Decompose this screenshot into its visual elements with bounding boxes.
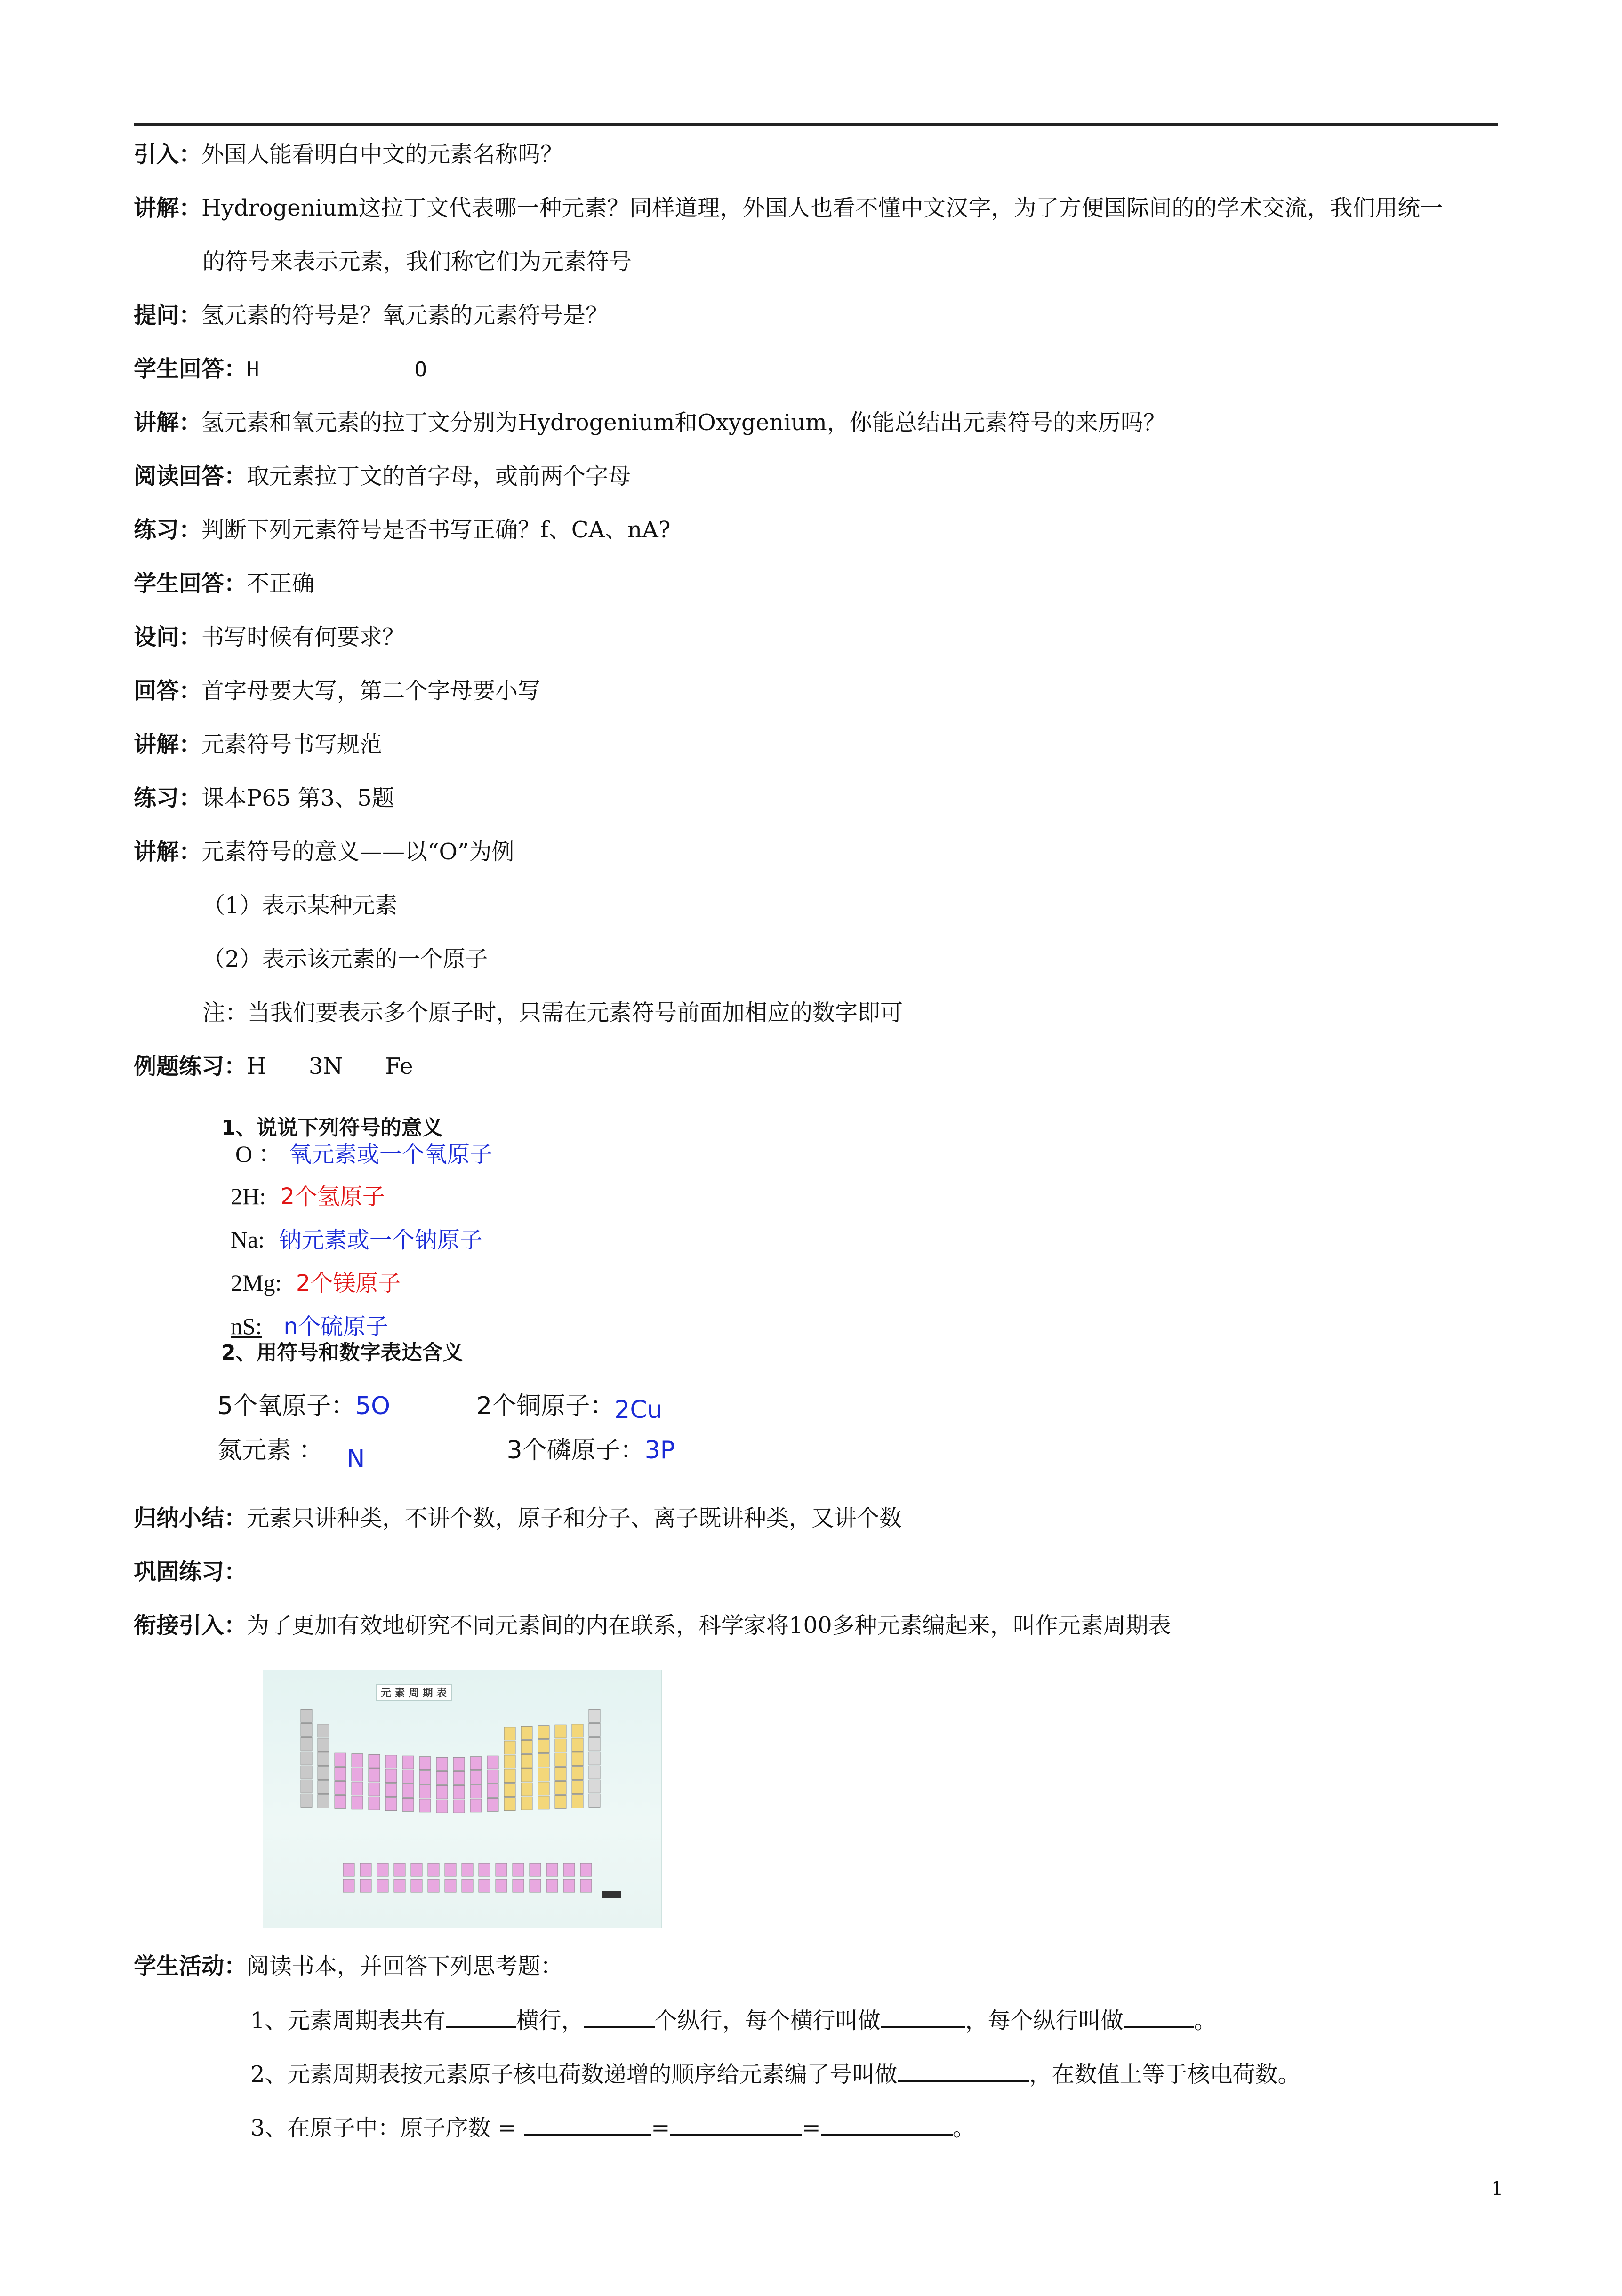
element-cell — [335, 1795, 346, 1808]
element-cell — [555, 1753, 566, 1766]
line-intro: 引入：外国人能看明白中文的元素名称吗？ — [134, 141, 563, 168]
element-cell — [419, 1771, 431, 1784]
blank-equal-1[interactable] — [524, 2113, 651, 2136]
element-cell — [504, 1741, 515, 1754]
element-cell — [369, 1783, 380, 1796]
element-cell — [301, 1752, 312, 1765]
element-cell — [301, 1766, 312, 1779]
element-cell — [487, 1798, 498, 1811]
element-cell — [369, 1754, 380, 1768]
blank-equal-2[interactable] — [670, 2113, 802, 2136]
element-cell — [563, 1863, 575, 1876]
element-cell — [513, 1863, 524, 1876]
element-cell — [538, 1726, 549, 1739]
element-cell — [335, 1781, 346, 1794]
element-cell — [555, 1739, 566, 1752]
question-2: 2、元素周期表按元素原子核电荷数递增的顺序给元素编了号叫做 ，在数值上等于核电荷数。 — [250, 2059, 1301, 2088]
question-1: 1、元素周期表共有 横行， 个纵行，每个横行叫做 ，每个纵行叫做 。 — [250, 2006, 1217, 2035]
element-cell — [546, 1863, 558, 1876]
element-cell — [572, 1781, 583, 1794]
element-cell — [572, 1795, 583, 1808]
element-cell — [318, 1724, 329, 1737]
element-cell — [538, 1782, 549, 1795]
element-cell — [352, 1782, 363, 1795]
element-cell — [411, 1879, 422, 1892]
line-explain-1-cont: 的符号来表示元素，我们称它们为元素符号 — [202, 248, 632, 275]
element-cell — [555, 1781, 566, 1794]
slide-question-1: 1、说说下列符号的意义 — [221, 1116, 443, 1140]
line-practice-2: 练习：课本P65 第3、5题 — [134, 785, 394, 811]
element-cell — [360, 1863, 371, 1876]
element-cell — [580, 1879, 592, 1892]
element-cell — [487, 1756, 498, 1769]
element-cell — [343, 1879, 354, 1892]
blank-equal-3[interactable] — [821, 2113, 953, 2136]
slide-answer-row-1: 5个氧原子：5O 2个铜原子：2Cu — [217, 1392, 663, 1424]
element-cell — [352, 1796, 363, 1809]
element-cell — [301, 1709, 312, 1722]
element-cell — [453, 1800, 465, 1813]
element-cell — [572, 1724, 583, 1737]
line-meaning-1: （1）表示某种元素 — [202, 892, 398, 919]
element-cell — [504, 1769, 515, 1783]
element-cell — [572, 1738, 583, 1752]
element-cell — [496, 1879, 507, 1892]
element-cell — [589, 1766, 600, 1779]
element-cell — [589, 1780, 600, 1793]
element-cell — [318, 1781, 329, 1794]
element-cell — [513, 1879, 524, 1892]
element-cell — [470, 1785, 482, 1798]
element-cell — [335, 1767, 346, 1780]
element-cell — [580, 1863, 592, 1876]
element-cell — [479, 1879, 490, 1892]
element-cell — [496, 1863, 507, 1876]
blank-rows[interactable] — [446, 2006, 516, 2028]
element-cell — [487, 1770, 498, 1783]
line-example: 例题练习：H 3N Fe — [134, 1053, 413, 1080]
element-cell — [453, 1757, 465, 1770]
element-cell — [521, 1797, 532, 1810]
element-cell — [453, 1785, 465, 1799]
element-cell — [352, 1768, 363, 1781]
element-cell — [436, 1757, 448, 1770]
element-cell — [411, 1863, 422, 1876]
line-ask: 设问：书写时候有何要求？ — [134, 624, 405, 650]
element-cell — [538, 1768, 549, 1781]
element-cell — [318, 1738, 329, 1752]
element-cell — [318, 1767, 329, 1780]
element-cell — [318, 1795, 329, 1808]
blank-column-name[interactable] — [1124, 2006, 1194, 2028]
line-student-activity: 学生活动：阅读书本，并回答下列思考题： — [134, 1953, 563, 1979]
slide-item-2: 2H: 2个氢原子 — [231, 1183, 385, 1210]
element-cell — [589, 1723, 600, 1736]
element-cell — [521, 1740, 532, 1753]
element-cell — [436, 1771, 448, 1784]
element-cell — [555, 1767, 566, 1780]
element-cell — [419, 1785, 431, 1798]
element-cell — [538, 1796, 549, 1809]
blank-atomic-number[interactable] — [898, 2059, 1029, 2082]
element-cell — [538, 1754, 549, 1767]
element-cell — [470, 1799, 482, 1812]
question-3: 3、在原子中：原子序数 = = = 。 — [250, 2113, 975, 2142]
element-cell — [589, 1794, 600, 1807]
element-cell — [479, 1863, 490, 1876]
element-cell — [470, 1757, 482, 1770]
element-cell — [385, 1769, 397, 1783]
element-cell — [301, 1794, 312, 1807]
element-cell — [521, 1783, 532, 1796]
element-cell — [385, 1784, 397, 1797]
element-cell — [504, 1798, 515, 1811]
element-cell — [385, 1798, 397, 1811]
element-cell — [487, 1784, 498, 1797]
element-cell — [589, 1737, 600, 1751]
element-cell — [445, 1863, 456, 1876]
element-cell — [521, 1754, 532, 1768]
element-cell — [402, 1756, 414, 1769]
element-cell — [385, 1755, 397, 1768]
slide-item-1: O ： 氧元素或一个氧原子 — [235, 1141, 492, 1168]
element-cell — [301, 1737, 312, 1751]
slide-item-3: Na: 钠元素或一个钠原子 — [231, 1226, 482, 1253]
element-cell — [445, 1879, 456, 1892]
element-cell — [436, 1785, 448, 1799]
element-cell — [555, 1795, 566, 1808]
element-cell — [530, 1863, 541, 1876]
header-rule — [134, 123, 1498, 126]
element-cell — [572, 1767, 583, 1780]
element-cell — [360, 1879, 371, 1892]
element-cell — [377, 1879, 388, 1892]
element-cell — [470, 1771, 482, 1784]
element-cell — [546, 1879, 558, 1892]
element-cell — [301, 1780, 312, 1793]
line-question: 提问：氢元素的符号是？氧元素的元素符号是？ — [134, 302, 609, 328]
element-cell — [402, 1784, 414, 1797]
element-cell — [394, 1879, 405, 1892]
element-cell — [377, 1863, 388, 1876]
element-cell — [369, 1768, 380, 1782]
element-cell — [352, 1754, 363, 1767]
element-cell — [419, 1799, 431, 1812]
element-cell — [402, 1770, 414, 1783]
element-cell — [428, 1863, 439, 1876]
element-cell — [462, 1879, 473, 1892]
element-cell — [462, 1863, 473, 1876]
line-explain-3: 讲解：元素符号书写规范 — [134, 731, 383, 758]
blank-columns[interactable] — [584, 2006, 655, 2028]
periodic-table-title: 元 素 周 期 表 — [380, 1688, 447, 1699]
periodic-table-graphic — [263, 1670, 661, 1928]
element-cell — [428, 1879, 439, 1892]
line-answer: 回答：首字母要大写，第二个字母要小写 — [134, 678, 541, 704]
element-cell — [589, 1709, 600, 1722]
line-practice-1: 练习：判断下列元素符号是否书写正确？f、CA、nA? — [134, 517, 671, 543]
element-cell — [318, 1752, 329, 1766]
line-explain-1: 讲解：Hydrogenium这拉丁文代表哪一种元素？同样道理，外国人也看不懂中文汉字，为了方便国际间的的学术交流，我们用统一 — [134, 195, 1443, 221]
line-student-answer-1: 学生回答：H O — [134, 356, 427, 382]
element-cell — [394, 1863, 405, 1876]
element-cell — [563, 1879, 575, 1892]
slide-answer-row-2: 氮元素 ： N 3个磷原子：3P — [217, 1436, 675, 1473]
element-cell — [436, 1800, 448, 1813]
element-cell — [521, 1726, 532, 1739]
line-explain-4: 讲解：元素符号的意义——以“O”为例 — [134, 839, 514, 865]
page-number: 1 — [1491, 2178, 1503, 2200]
line-summary: 归纳小结：元素只讲种类，不讲个数，原子和分子、离子既讲种类，又讲个数 — [134, 1505, 902, 1531]
line-meaning-2: （2）表示该元素的一个原子 — [202, 946, 488, 972]
slide-question-2: 2、用符号和数字表达含义 — [221, 1341, 464, 1365]
element-cell — [504, 1727, 515, 1740]
line-student-answer-2: 学生回答：不正确 — [134, 570, 315, 597]
line-reading-answer: 阅读回答：取元素拉丁文的首字母，或前两个字母 — [134, 463, 631, 489]
element-cell — [453, 1771, 465, 1784]
line-explain-2: 讲解：氢元素和氧元素的拉丁文分别为Hydrogenium和Oxygenium，你能总结出元素符号的来历吗？ — [134, 409, 1166, 436]
blank-row-name[interactable] — [881, 2006, 965, 2028]
element-cell — [572, 1752, 583, 1766]
element-cell — [504, 1784, 515, 1797]
line-consolidation: 巩固练习： — [134, 1559, 247, 1585]
slide-item-4: 2Mg: 2个镁原子 — [231, 1270, 401, 1296]
element-cell — [504, 1755, 515, 1768]
element-cell — [343, 1863, 354, 1876]
example-slide — [217, 1111, 734, 1374]
element-cell — [335, 1753, 346, 1766]
element-cell — [301, 1723, 312, 1736]
element-cell — [555, 1725, 566, 1738]
element-cell — [419, 1757, 431, 1770]
slide-item-5: nS: n个硫原子 — [231, 1313, 388, 1340]
element-cell — [369, 1797, 380, 1810]
element-cell — [530, 1879, 541, 1892]
element-cell — [538, 1740, 549, 1753]
line-note: 注：当我们要表示多个原子时，只需在元素符号前面加相应的数字即可 — [202, 1000, 903, 1026]
periodic-table-image — [263, 1670, 662, 1928]
element-cell — [589, 1752, 600, 1765]
element-cell — [402, 1798, 414, 1811]
line-transition: 衔接引入：为了更加有效地研究不同元素间的内在联系，科学家将100多种元素编起来，叫作元素周期表 — [134, 1612, 1171, 1639]
element-cell — [521, 1768, 532, 1782]
